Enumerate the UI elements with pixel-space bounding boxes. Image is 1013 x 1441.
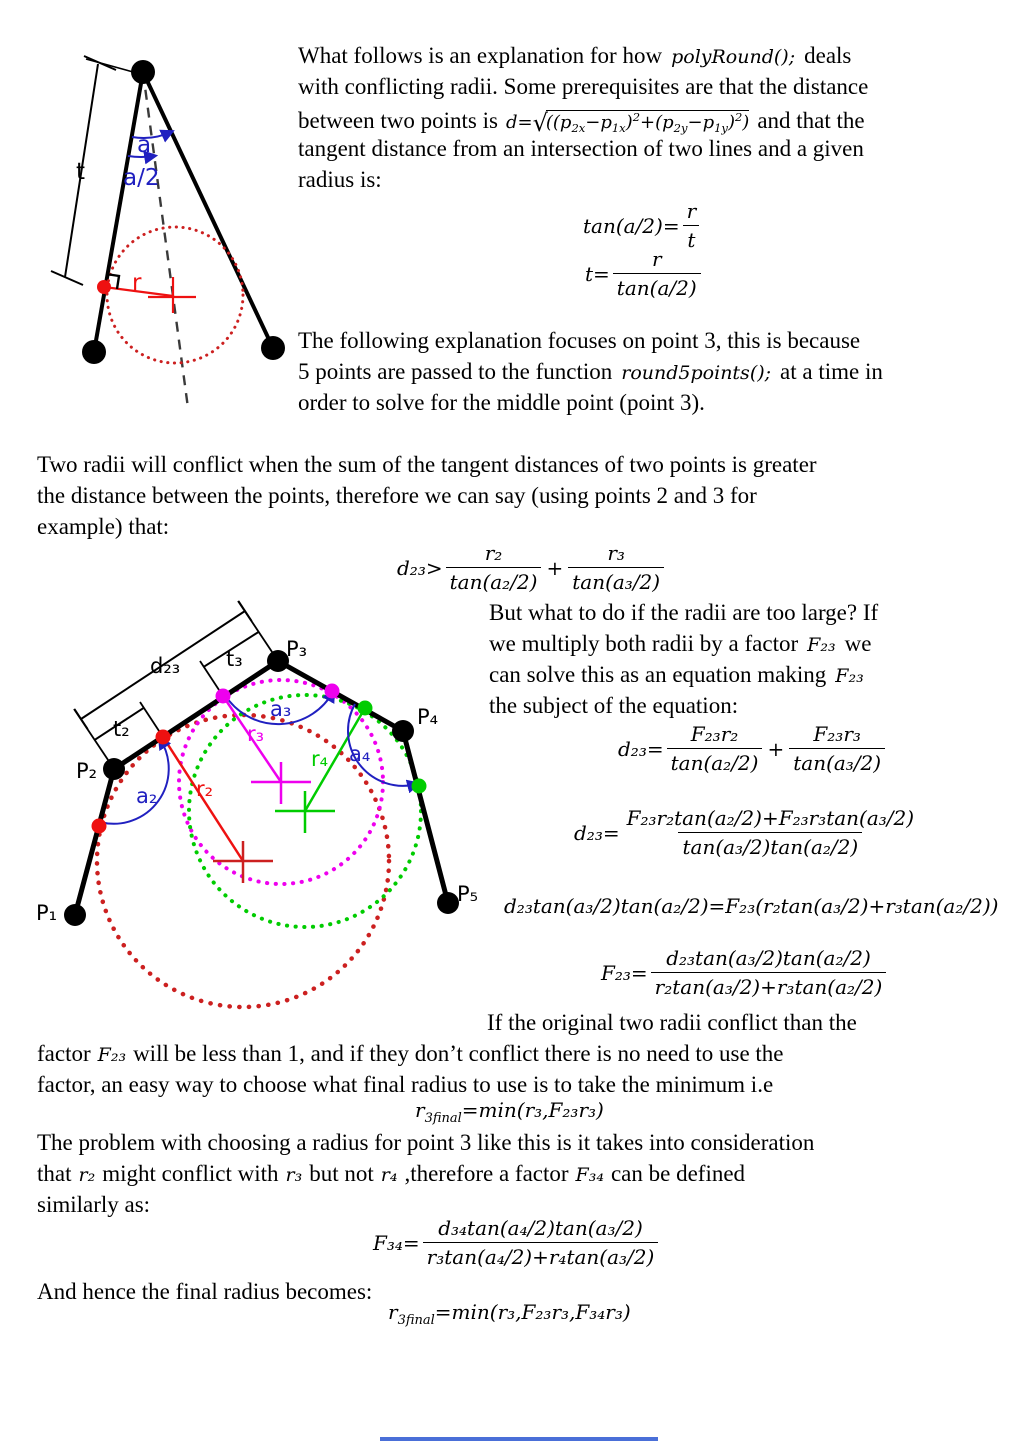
paragraph-factor-line1: But what to do if the radii are too large? If (489, 600, 879, 625)
apex-vertex-dot (131, 60, 155, 84)
label-p5: P₅ (457, 882, 479, 906)
label-r4: r₄ (311, 747, 329, 771)
paragraph-f34-line1: The problem with choosing a radius for point 3 like this is it takes into consideration (37, 1130, 815, 1155)
paragraph-intro-line5: radius is: (298, 167, 382, 192)
paragraph-conflict-line1: Two radii will conflict when the sum of the tangent distances of two points is greater (37, 452, 817, 477)
paragraph-factor-line3: can solve this as an equation making F₂₃ (489, 662, 864, 687)
inline-math-f23: F₂₃ (807, 634, 836, 656)
r3-center-cross (251, 762, 311, 804)
formula-r3final-min3: $r_{3final}=\min(r_3,F_{23}r_3,F_{34}r_3)$ (388, 1300, 631, 1328)
paragraph-conflict-line3: example) that: (37, 514, 170, 539)
label-a-half: a/2 (123, 165, 160, 191)
paragraph-factor-line4: the subject of the equation: (489, 693, 739, 718)
paragraph-final-radius-line1: And hence the final radius becomes: (37, 1279, 373, 1304)
paragraph-f34-line2: that r₂ might conflict with r₃ but not r₄ ,therefore a factor F₃₄ can be defined (37, 1161, 746, 1186)
vertex-p5-dot (437, 892, 459, 914)
polygon-path (75, 661, 448, 915)
inline-math-r2: r₂ (78, 1164, 96, 1186)
formula-r3final-min2: $r_{3final}=\min(r_3,F_{23}r_3)$ (415, 1098, 604, 1126)
tangent-dot-red-a (156, 730, 171, 745)
label-r3: r₃ (247, 722, 265, 746)
paragraph-intro-line1: What follows is an explanation for how polyRound(); deals (298, 43, 852, 68)
bottom-blue-bar (380, 1437, 658, 1441)
inline-math-round5points: round5points(); (621, 362, 772, 384)
inline-math-polyround: polyRound(); (671, 46, 796, 68)
paragraph-point3 (298, 325, 883, 418)
paragraph-point3-line3: order to solve for the middle point (point 3). (298, 390, 705, 415)
r2-center-cross (213, 841, 273, 883)
formula-t-definition: t= $\frac{r}{\tan(a/2)}$ (585, 247, 701, 300)
paragraph-minimum-line0: If the original two radii conflict than the (487, 1010, 857, 1035)
left-leg-line (94, 72, 143, 352)
label-p3: P₃ (286, 637, 308, 661)
inline-math-r4: r₄ (380, 1164, 398, 1186)
inline-math-f23c: F₂₃ (97, 1044, 127, 1066)
label-t: t (76, 159, 86, 185)
paragraph-point3-line1: The following explanation focuses on point 3, this is because (298, 328, 861, 353)
formula-d23-factored: d₂₃= $\frac{\text{F₂₃r₂}}{\text{tan(a₂/2)}}$ + $\frac{\text{F₂₃r₃}}{\text{tan(a₃/2)}}$ (618, 722, 885, 775)
fillet-circle-dotted (107, 227, 243, 363)
paragraph-intro-line2: with conflicting radii. Some prerequisites are that the distance (298, 74, 869, 99)
paragraph-point3-line2: 5 points are passed to the function round5points(); at a time in (298, 359, 883, 384)
vertex-p2-dot (103, 758, 125, 780)
left-vertex-dot (82, 340, 106, 364)
paragraph-f34-line3: similarly as: (37, 1192, 151, 1217)
right-vertex-dot (261, 336, 285, 360)
label-p1: P₁ (36, 901, 58, 925)
inline-math-f23b: F₂₃ (835, 665, 864, 687)
r4-center-cross (275, 791, 335, 833)
inline-math-r3: r₃ (285, 1164, 303, 1186)
tangent-dot-magenta-b (325, 684, 340, 699)
formula-tan-definition: tan(a/2)= $\frac{r}{t}$ (583, 199, 700, 252)
label-d23: d₂₃ (150, 654, 181, 678)
paragraph-factor (489, 597, 878, 721)
paragraph-f34 (37, 1127, 814, 1220)
label-r2: r₂ (196, 777, 214, 801)
tangent-dot-green-b (412, 779, 427, 794)
inline-math-f34: F₃₄ (575, 1164, 604, 1186)
paragraph-conflict (37, 449, 817, 542)
label-a3: a₃ (270, 697, 292, 721)
paragraph-minimum-line1: factor F₂₃ will be less than 1, and if they don’t conflict there is no need to use the (37, 1041, 784, 1066)
tangent-dot-red-b (92, 819, 107, 834)
formula-f34: F₃₄= $\frac{\text{d₃₄tan(a₄/2)tan(a₃/2)}}{\text{r₃tan(a₄/2)+r₄tan(a₃/2)}}$ (373, 1216, 658, 1269)
tangent-dot-magenta-a (216, 689, 231, 704)
paragraph-minimum-intro (487, 1007, 857, 1038)
label-a2: a₂ (136, 784, 158, 808)
paragraph-conflict-line2: the distance between the points, therefore we can say (using points 2 and 3 for (37, 483, 757, 508)
dimension-lines (74, 601, 273, 761)
label-a: a (137, 132, 152, 158)
vertex-p4-dot (392, 720, 414, 742)
formula-f23-solved: F₂₃= $\frac{\text{d₂₃tan(a₃/2)tan(a₂/2)}}{\text{r₂tan(a₃/2)+r₃tan(a₂/2)}}$ (601, 946, 886, 999)
paragraph-final-radius (37, 1276, 372, 1307)
formula-d23-combined: d₂₃= $\frac{\text{F₂₃r₂tan(a₂/2)+F₂₃r₃tan(a₃/2)}}{\text{tan(a₃/2)tan(a₂/2)}}$ (574, 806, 915, 859)
paragraph-minimum-line2: factor, an easy way to choose what final radius to use is to take the minimum i.e (37, 1072, 774, 1097)
label-p2: P₂ (76, 759, 98, 783)
paragraph-intro-line4: tangent distance from an intersection of two lines and a given (298, 136, 864, 161)
label-r: r (132, 270, 142, 296)
tangent-point-dot (97, 280, 111, 294)
tangent-dot-green-a (358, 701, 373, 716)
paragraph-factor-line2: we multiply both radii by a factor F₂₃ we (489, 631, 872, 656)
label-t3: t₃ (226, 647, 243, 671)
paragraph-minimum (37, 1038, 784, 1100)
inline-math-distance-formula: $d=√((p_{2x}-p_{1x})^2+(p_{2y}-p_{1y})^2)$ (505, 109, 750, 137)
diagram-polygon-radii (30, 598, 500, 1020)
right-leg-line (143, 72, 273, 348)
paragraph-intro-line3: between two points is $d=√((p_{2x}-p_{1x})^2+(p_{2y}-p_{1y})^2)$ and that the (298, 108, 865, 137)
label-a4: a₄ (349, 742, 371, 766)
paragraph-intro (298, 40, 868, 195)
formula-conflict-inequality: d₂₃> $\frac{\text{r₂}}{\text{tan(a₂/2)}}$ + $\frac{\text{r₃}}{\text{tan(a₃/2)}}$ (397, 541, 664, 594)
formula-d23-expanded: d₂₃tan(a₃/2)tan(a₂/2)=F₂₃(r₂tan(a₃/2)+r₃tan(a₂/2)) (504, 894, 999, 918)
vertex-p1-dot (64, 904, 86, 926)
diagram-tangent-angle (40, 50, 310, 420)
radical-sign: √ (532, 109, 548, 137)
label-t2: t₂ (113, 717, 130, 741)
label-p4: P₄ (417, 705, 439, 729)
